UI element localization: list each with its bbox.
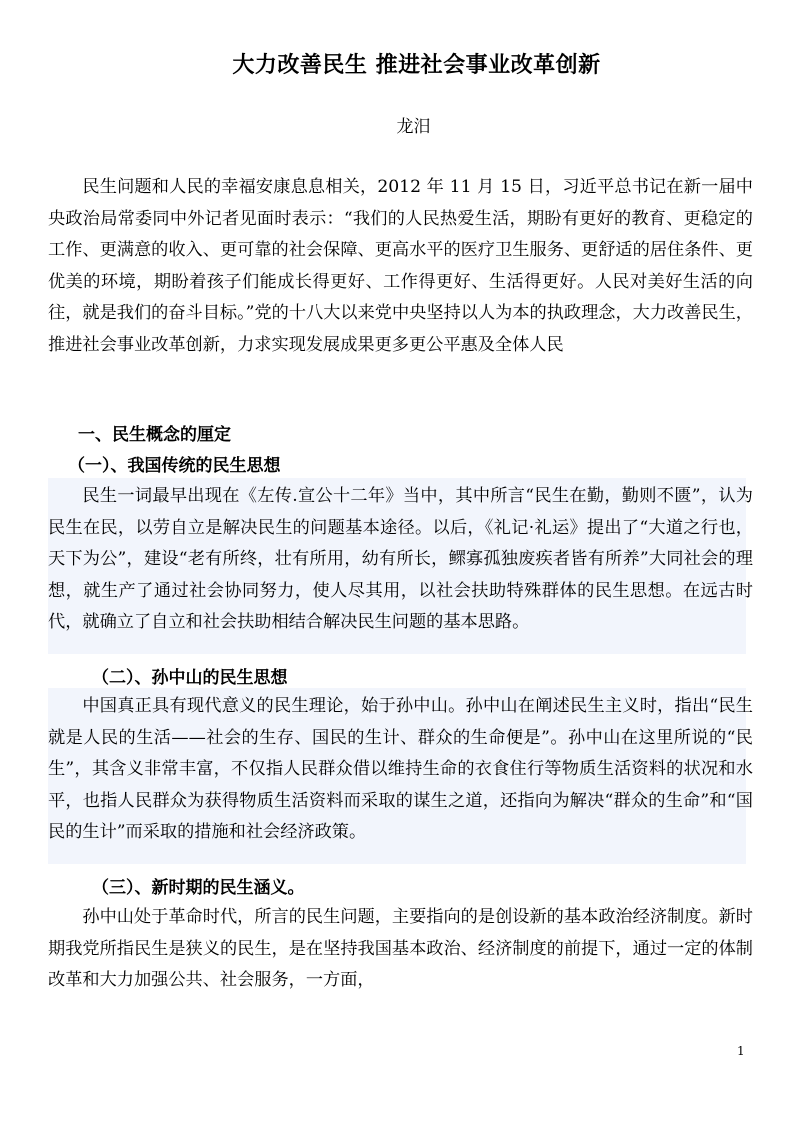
subsection-paragraph-1: 民生一词最早出现在《左传.宣公十二年》当中，其中所言“民生在勤，勤则不匮”，认为民生在民，以劳自立是解决民生的问题基本途径。以后，《礼记·礼运》提出了“大道之行也，天下为公”，建设“老有所终，壮有所用，幼有所长，鳏寡孤独废疾者皆有所养”大同社会的理想，就生产了通过社会协同努力，使人尽其用，以社会扶助特殊群体的民生思想。在远古时代，就确立了自立和社会扶助相结合解决民生问题的基本思路。 bbox=[48, 486, 753, 633]
subsection-heading-2: （二）、孙中山的民生思想 bbox=[92, 668, 288, 688]
document-title: 大力改善民生 推进社会事业改革创新 bbox=[232, 52, 601, 78]
subsection-heading-3: （三）、新时期的民生涵义。 bbox=[92, 878, 305, 898]
subsection-paragraph-2: 中国真正具有现代意义的民生理论，始于孙中山。孙中山在阐述民生主义时，指出“民生就是人民的生活——社会的生存、国民的生计、群众的生命便是”。孙中山在这里所说的“民生”，其含义非常丰富，不仅指人民群众借以维持生命的衣食住行等物质生活资料的状况和水平，也指人民群众为获得物质生活资料而采取的谋生之道，还指向为解决“群众的生命”和“国民的生计”而采取的措施和社会经济政策。 bbox=[48, 696, 753, 843]
subsection-heading-1: （一）、我国传统的民生思想 bbox=[68, 456, 281, 476]
page-number: 1 bbox=[737, 1044, 745, 1058]
subsection-paragraph-3: 孙中山处于革命时代，所言的民生问题，主要指向的是创设新的基本政治经济制度。新时期我党所指民生是狭义的民生，是在坚持我国基本政治、经济制度的前提下，通过一定的体制改革和大力加强公共、社会服务，一方面， bbox=[48, 907, 753, 991]
section-heading-1: 一、民生概念的厘定 bbox=[78, 425, 231, 445]
author-name: 龙汨 bbox=[396, 117, 431, 137]
intro-paragraph: 民生问题和人民的幸福安康息息相关，2012 年 11 月 15 日，习近平总书记在新一届中央政治局常委同中外记者见面时表示：“我们的人民热爱生活，期盼有更好的教育、更稳定的工作、更满意的收入、更可靠的社会保障、更高水平的医疗卫生服务、更舒适的居住条件、更优美的环境，期盼着孩子们能成长得更好、工作得更好、生活得更好。人民对美好生活的向往，就是我们的奋斗目标。”党的十八大以来党中央坚持以人为本的执政理念，大力改善民生，推进社会事业改革创新，力求实现发展成果更多更公平惠及全体人民 bbox=[48, 177, 753, 355]
